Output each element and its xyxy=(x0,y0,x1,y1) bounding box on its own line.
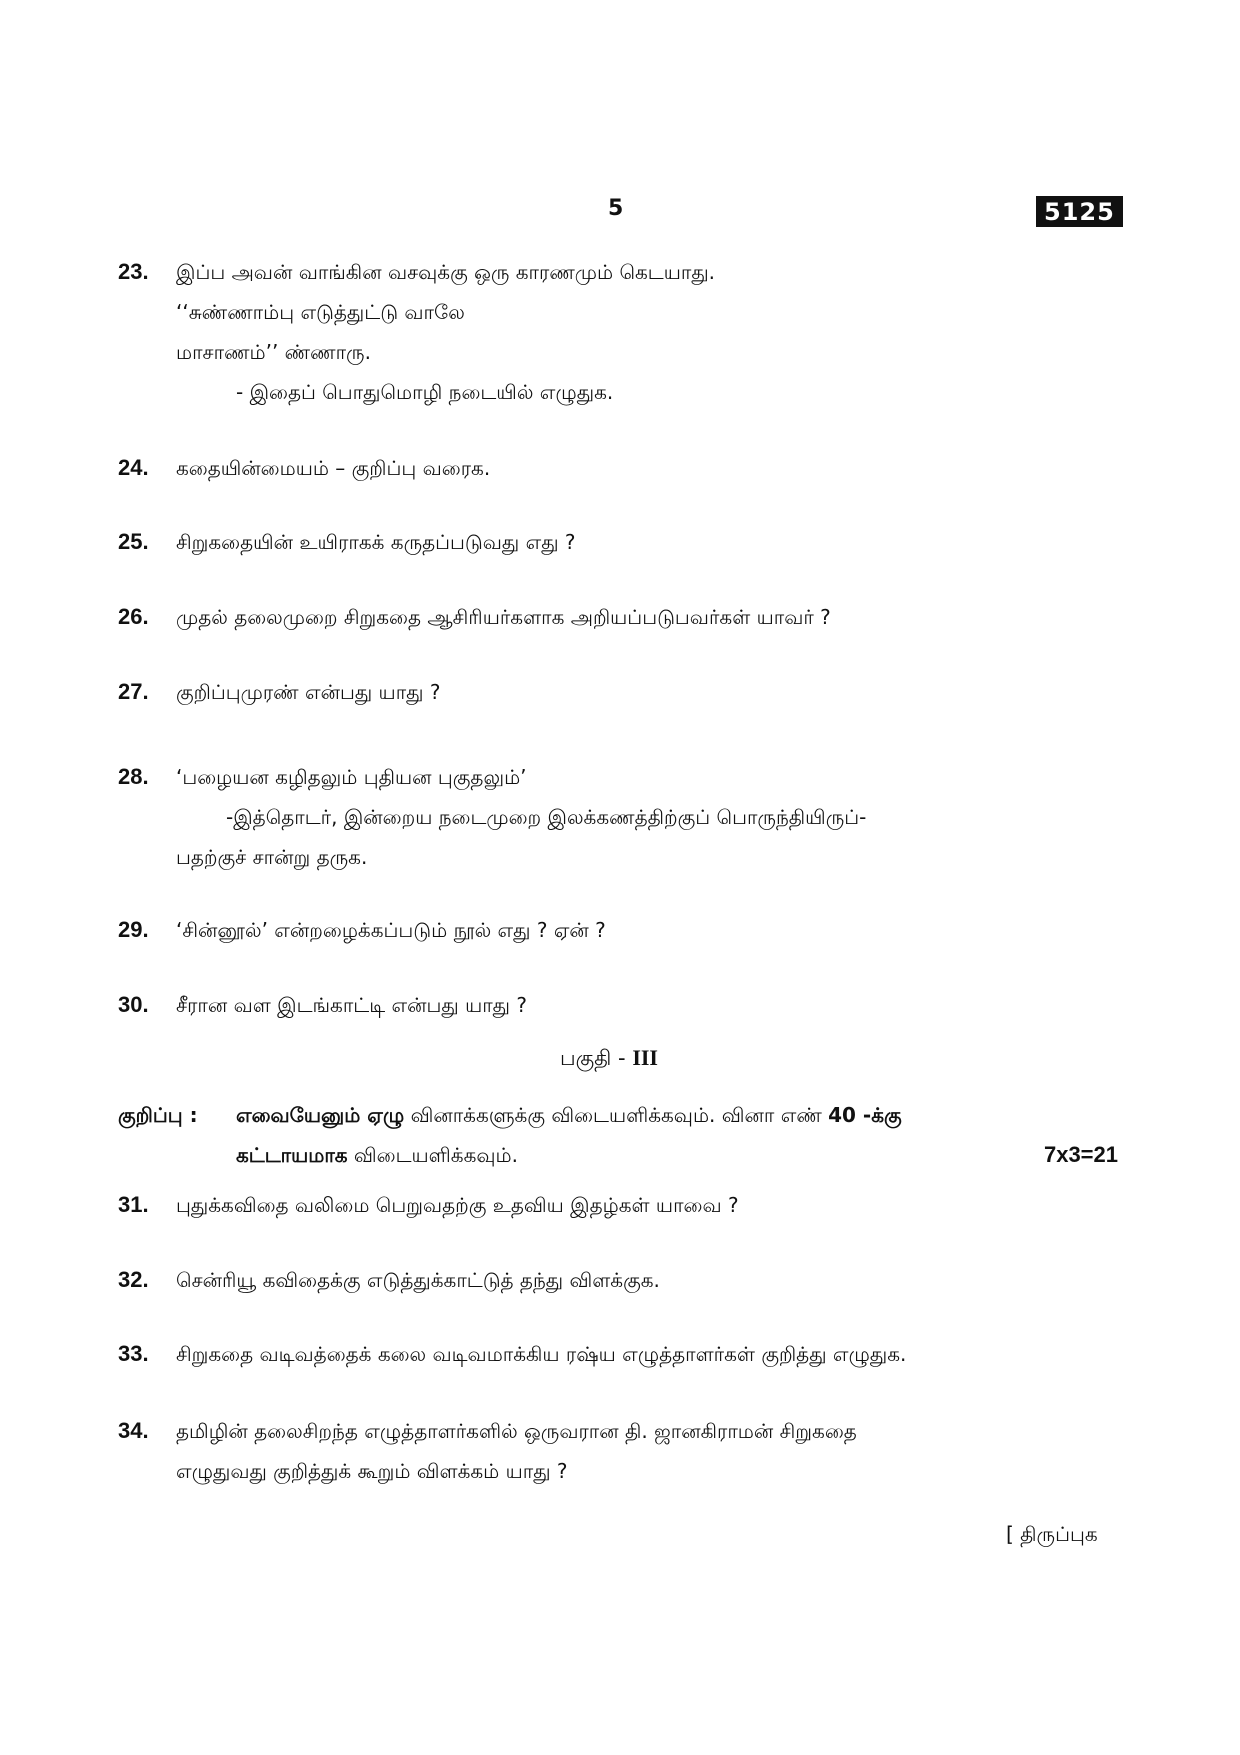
question-text-line: இப்ப அவன் வாங்கின வசவுக்கு ஒரு காரணமும் கெடயாது. xyxy=(176,260,716,284)
question-text-line: மாசாணம்’’ ண்ணாரு. xyxy=(176,340,371,364)
question-instruction: -இத்தொடர், இன்றைய நடைமுறை இலக்கணத்திற்குப் பொருந்தியிருப்- xyxy=(226,805,867,829)
note-bold-compulsory: கட்டாயமாக xyxy=(236,1143,348,1167)
question-text: சிறுகதையின் உயிராகக் கருதப்படுவது எது ? xyxy=(176,530,576,554)
question-23 xyxy=(118,252,1118,412)
question-text: சென்ரியூ கவிதைக்கு எடுத்துக்காட்டுத் தந்து விளக்குக. xyxy=(176,1268,660,1292)
question-number: 24. xyxy=(118,455,149,480)
question-text: முதல் தலைமுறை சிறுகதை ஆசிரியர்களாக அறியப்படுபவர்கள் யாவர் ? xyxy=(176,605,831,629)
question-text: கதையின்மையம் – குறிப்பு வரைக. xyxy=(176,456,491,480)
section-heading-text: பகுதி - xyxy=(560,1046,633,1070)
question-number: 25. xyxy=(118,529,149,554)
question-instruction-cont: பதற்குச் சான்று தருக. xyxy=(176,845,368,869)
turn-over-note: [ திருப்புக xyxy=(1006,1522,1098,1546)
question-text: ‘சின்னூல்’ என்றழைக்கப்படும் நூல் எது ? ஏன் ? xyxy=(176,918,606,942)
question-text: ‘பழையன கழிதலும் புதியன புகுதலும்’ xyxy=(176,765,527,789)
question-29 xyxy=(118,910,1118,950)
question-number: 34. xyxy=(118,1418,149,1443)
question-text-line: எழுதுவது குறித்துக் கூறும் விளக்கம் யாது ? xyxy=(176,1459,568,1483)
section-heading xyxy=(560,1045,658,1073)
question-26 xyxy=(118,597,1118,637)
note-label: குறிப்பு : xyxy=(118,1103,198,1127)
question-text: சிறுகதை வடிவத்தைக் கலை வடிவமாக்கிய ரஷ்ய எழுத்தாளர்கள் குறித்து எழுதுக. xyxy=(176,1342,907,1366)
question-text: புதுக்கவிதை வலிமை பெறுவதற்கு உதவிய இதழ்கள் யாவை ? xyxy=(176,1193,739,1217)
section-heading-roman: III xyxy=(632,1045,658,1070)
question-33 xyxy=(118,1334,1118,1374)
question-27 xyxy=(118,672,1118,712)
question-text-line: ‘‘சுண்ணாம்பு எடுத்துட்டு வாலே xyxy=(176,300,465,324)
marks-allocation: 7x3=21 xyxy=(1043,1142,1118,1167)
note-bold-question-40: 40 -க்கு xyxy=(828,1103,902,1127)
question-25 xyxy=(118,522,1118,562)
note-text: விடையளிக்கவும். xyxy=(347,1143,518,1167)
note-text: வினாக்களுக்கு விடையளிக்கவும். வினா எண் xyxy=(404,1103,829,1127)
question-text: சீரான வள இடங்காட்டி என்பது யாது ? xyxy=(176,993,527,1017)
question-number: 33. xyxy=(118,1341,149,1366)
note-bold-any-seven: எவையேனும் ஏழு xyxy=(236,1103,405,1127)
question-number: 26. xyxy=(118,604,149,629)
question-text-line: தமிழின் தலைசிறந்த எழுத்தாளர்களில் ஒருவரான தி. ஜானகிராமன் சிறுகதை xyxy=(176,1419,857,1443)
question-34 xyxy=(118,1411,1118,1491)
question-number: 23. xyxy=(118,259,149,284)
question-24 xyxy=(118,448,1118,488)
question-32 xyxy=(118,1260,1118,1300)
question-number: 31. xyxy=(118,1192,149,1217)
page-number: 5 xyxy=(608,196,624,221)
question-number: 32. xyxy=(118,1267,149,1292)
paper-code-badge: 5125 xyxy=(1036,196,1123,227)
question-30 xyxy=(118,985,1118,1025)
question-number: 29. xyxy=(118,917,149,942)
question-instruction: - இதைப் பொதுமொழி நடையில் எழுதுக. xyxy=(236,380,614,404)
question-28 xyxy=(118,757,1118,877)
question-number: 28. xyxy=(118,764,149,789)
question-text: குறிப்புமுரண் என்பது யாது ? xyxy=(176,680,441,704)
instruction-note xyxy=(118,1095,1118,1175)
question-number: 27. xyxy=(118,679,149,704)
question-number: 30. xyxy=(118,992,149,1017)
question-31 xyxy=(118,1185,1118,1225)
